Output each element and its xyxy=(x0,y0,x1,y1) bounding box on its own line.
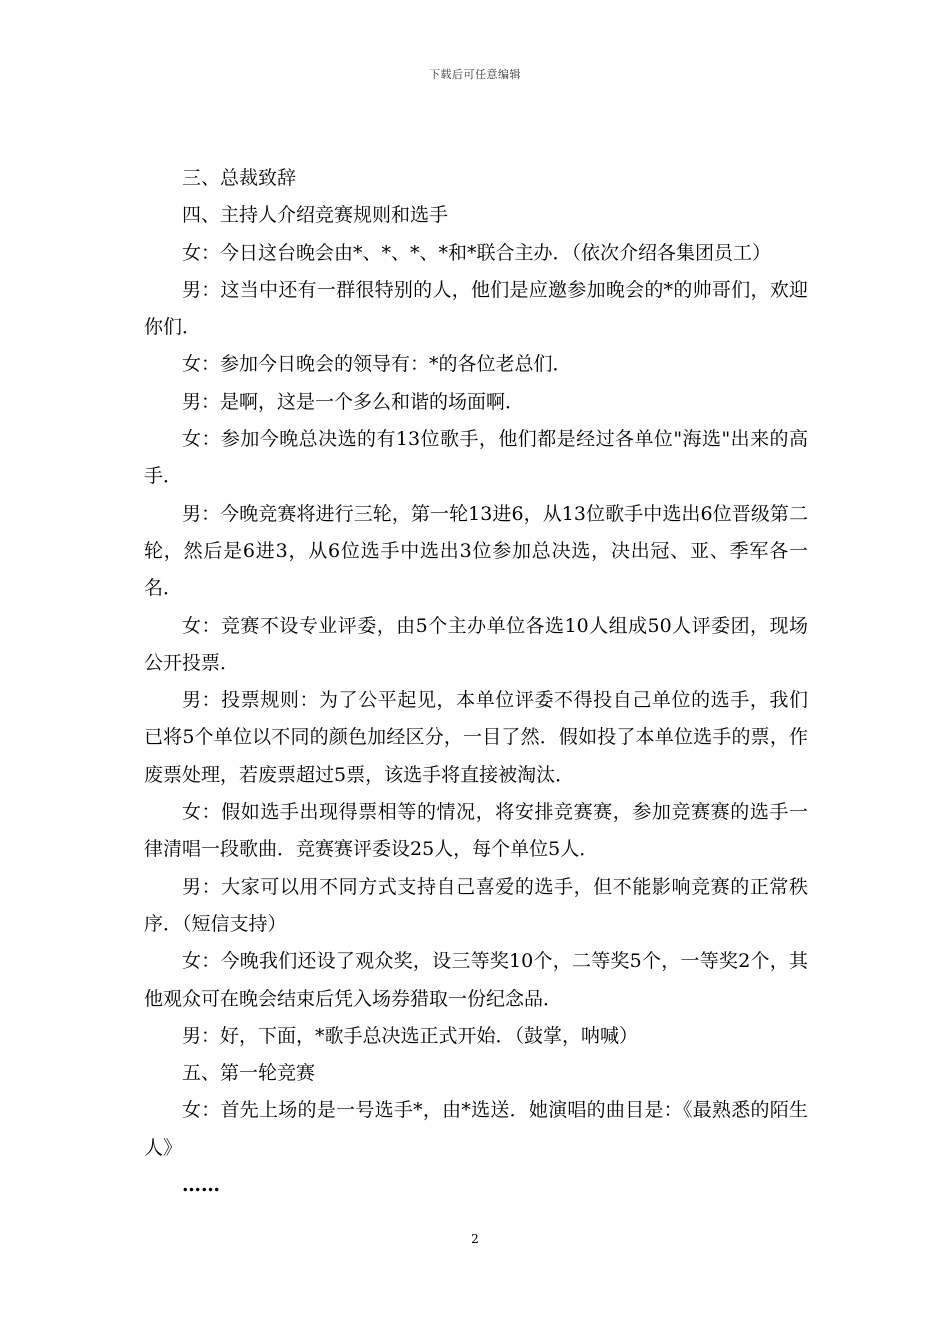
script-line: 男：这当中还有一群很特别的人，他们是应邀参加晚会的*的帅哥们，欢迎你们． xyxy=(144,278,808,339)
script-line: 女：今晚我们还设了观众奖，设三等奖10个，二等奖5个，一等奖2个，其他观众可在晚会结束后凭入场券猎取一份纪念品． xyxy=(144,950,808,1010)
script-line: 女：首先上场的是一号选手*，由*选送．她演唱的曲目是：《最熟悉的陌生人》 xyxy=(144,1099,808,1159)
section-heading-3: 三、总裁致辞 xyxy=(182,167,297,189)
ellipsis: …… xyxy=(182,1174,220,1197)
script-line: 男：好，下面，*歌手总决选正式开始．（鼓掌，呐喊） xyxy=(182,1024,639,1047)
script-line: 女：竞赛不设专业评委，由5个主办单位各选10人组成50人评委团，现场公开投票． xyxy=(144,614,808,674)
page-number: 2 xyxy=(471,1232,479,1246)
document-body xyxy=(144,160,808,1204)
script-line: 男：今晚竞赛将进行三轮，第一轮13进6，从13位歌手中选出6位晋级第二轮，然后是6进3，从6位选手中选出3位参加总决选，决出冠、亚、季军各一名． xyxy=(144,502,808,600)
script-line: 男：是啊，这是一个多么和谐的场面啊． xyxy=(182,390,525,413)
script-line: 男：大家可以用不同方式支持自己喜爱的选手，但不能影响竞赛的正常秩序．（短信支持） xyxy=(144,875,808,935)
page-header: 下载后可任意编辑 xyxy=(429,68,521,81)
section-heading-4: 四、主持人介绍竞赛规则和选手 xyxy=(182,204,449,227)
script-line: 女：参加今日晚会的领导有：*的各位老总们． xyxy=(182,353,572,376)
script-line: 女：假如选手出现得票相等的情况，将安排竞赛赛，参加竞赛赛的选手一律清唱一段歌曲．竞赛赛评委设25人，每个单位5人． xyxy=(144,801,808,861)
script-line: 男：投票规则：为了公平起见，本单位评委不得投自己单位的选手，我们已将5个单位以不同的颜色加经区分，一目了然．假如投了本单位选手的票，作废票处理，若废票超过5票，该选手将直接被淘汰． xyxy=(144,689,808,786)
section-heading-5: 五、第一轮竞赛 xyxy=(182,1062,316,1085)
script-line: 女：今日这台晚会由*、*、*、*和*联合主办．（依次介绍各集团员工） xyxy=(182,241,772,264)
script-line: 女：参加今晚总决选的有13位歌手，他们都是经过各单位"海选"出来的高手． xyxy=(144,428,808,488)
